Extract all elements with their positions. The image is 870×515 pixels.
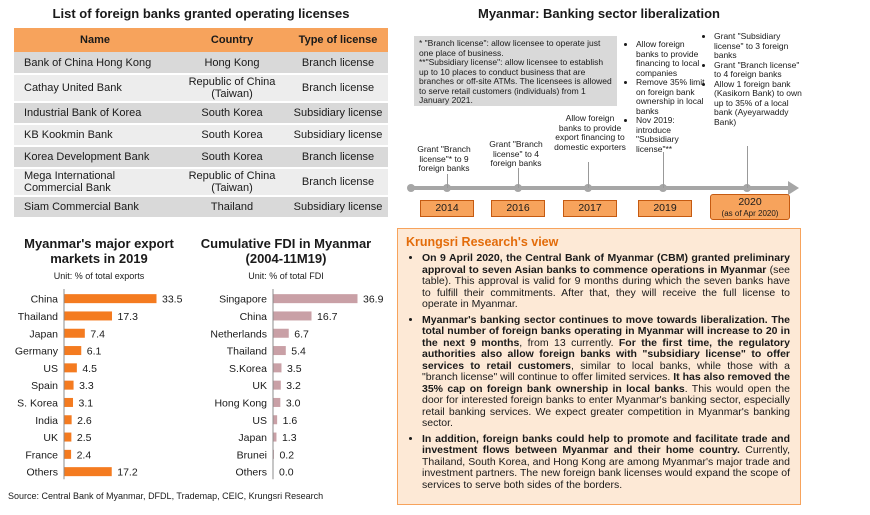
- fdi-value-label: 0.0: [279, 466, 294, 479]
- timeline-connector: [663, 152, 664, 188]
- export-category-label: Spain: [31, 380, 58, 393]
- point-1-text: (see table). This approval is valid for 9 months during which the seven banks have to fulfill their commitments. After that, they will receive the full license to operate in Myanmar.: [422, 263, 791, 310]
- table-row: [14, 102, 388, 124]
- export-bar: [65, 294, 157, 303]
- fdi-bar: [274, 346, 286, 355]
- license-type: Branch license: [288, 146, 388, 168]
- export-category-label: France: [25, 449, 58, 462]
- fdi-bar: [274, 433, 277, 442]
- export-value-label: 33.5: [162, 293, 183, 306]
- export-bar: [65, 329, 85, 338]
- year-2017-badge: 2017: [563, 200, 617, 217]
- fdi-value-label: 16.7: [317, 310, 338, 323]
- timeline-2014-text: Grant "Branch license"* to 9 foreign banks: [417, 144, 471, 173]
- export-bar: [65, 363, 77, 372]
- year-2019-badge: 2019: [638, 200, 692, 217]
- fdi-value-label: 3.0: [285, 397, 301, 410]
- export-value-label: 17.3: [117, 310, 138, 323]
- timeline-arrow-head: [788, 181, 799, 195]
- timeline-title: Myanmar: Banking sector liberalization: [477, 6, 720, 21]
- table-row: [14, 146, 388, 168]
- point-3-text: Currently, Thailand, South Korea, and Hong Kong are among Myanmar's major trade and investment partners. The new foreign bank licenses would expand the scope of services to serve both sides of the borders.: [422, 444, 790, 491]
- point-2-bold-1: Myanmar's banking sector continues to move towards liberalization. The total number of foreign banks operating in Myanmar will increase to 20 in the next 9 months: [422, 313, 790, 349]
- fdi-chart-unit: Unit: % of total FDI: [248, 271, 324, 281]
- timeline-marker: [407, 184, 415, 192]
- timeline-connector: [747, 146, 748, 188]
- fdi-bar: [274, 363, 282, 372]
- table-row: [14, 124, 388, 146]
- export-category-label: India: [35, 414, 58, 427]
- year-2020-badge: [710, 194, 790, 220]
- fdi-category-label: Hong Kong: [214, 397, 267, 410]
- point-2-text-3: . This would open the door for interested foreign banks to enter Myanmar's banking sector, especially retail banking services. We expect greater competition in Myanmar's banking sector.: [422, 382, 790, 429]
- point-2-text-1: , from 13 currently.: [519, 336, 619, 349]
- bank-name: Mega International Commercial Bank: [14, 168, 176, 196]
- export-bar: [65, 450, 72, 459]
- export-value-label: 2.4: [76, 449, 92, 462]
- table-row: [14, 168, 388, 196]
- fdi-category-label: Thailand: [226, 345, 267, 358]
- export-category-label: S. Korea: [17, 397, 58, 410]
- source-note: Source: Central Bank of Myanmar, DFDL, Trademap, CEIC, Krungsri Research: [8, 491, 324, 501]
- license-type: Branch license: [288, 52, 388, 74]
- bank-country: South Korea: [176, 102, 288, 124]
- table-row: [14, 74, 388, 102]
- table-row: [14, 196, 388, 218]
- fdi-value-label: 6.7: [294, 328, 309, 341]
- year-2016-badge: 2016: [491, 200, 545, 217]
- export-bar: [65, 311, 113, 320]
- timeline-2017-text: Allow foreign banks to provide export financing to domestic exporters: [554, 113, 626, 152]
- bank-name: Industrial Bank of Korea: [14, 102, 176, 124]
- export-value-label: 3.3: [79, 380, 94, 393]
- bank-name: Korea Development Bank: [14, 146, 176, 168]
- point-3-bold: In addition, foreign banks could help to promote and facilitate trade and investment flows between Myanmar and their home country.: [422, 432, 790, 456]
- export-category-label: UK: [43, 432, 58, 445]
- bank-name: Bank of China Hong Kong: [14, 52, 176, 74]
- export-category-label: Others: [26, 466, 58, 479]
- timeline-2019-item: • Allow foreign banks to provide financing to local companies: [636, 40, 708, 78]
- export-bar: [65, 346, 82, 355]
- header-country: Country: [176, 28, 288, 52]
- export-bar: [65, 467, 112, 476]
- krungsri-view-title: Krungsri Research's view: [406, 235, 559, 249]
- header-license: Type of license: [288, 28, 388, 52]
- table-title: List of foreign banks granted operating licenses: [52, 6, 350, 21]
- fdi-chart-title: Cumulative FDI in Myanmar (2004-11M19): [200, 236, 372, 266]
- krungsri-view-points: [398, 253, 800, 491]
- point-2-bold-2: For the first time, the regulatory authorities also allow foreign banks with "subsidiary license" to offer services to retail customers: [422, 336, 790, 372]
- export-category-label: Germany: [14, 345, 58, 358]
- export-value-label: 6.1: [86, 345, 102, 358]
- timeline-2019-item: • Nov 2019: introduce "Subsidiary license"**: [636, 116, 708, 154]
- bank-country: South Korea: [176, 124, 288, 146]
- bank-name: Cathay United Bank: [14, 74, 176, 102]
- fdi-category-label: S.Korea: [229, 362, 267, 375]
- fdi-value-label: 0.2: [279, 449, 295, 462]
- krungsri-point: [422, 315, 790, 430]
- table-row: [14, 52, 388, 74]
- timeline-connector: [518, 168, 519, 188]
- fdi-bar: [274, 294, 358, 303]
- year-2020-sublabel: (as of Apr 2020): [721, 209, 779, 218]
- krungsri-point: [422, 253, 790, 311]
- fdi-bar: [274, 381, 281, 390]
- timeline-connector: [588, 162, 589, 188]
- export-chart-title: Myanmar's major export markets in 2019: [24, 236, 174, 266]
- point-1-bold: On 9 April 2020, the Central Bank of Myanmar (CBM) granted preliminary approval to seven Asian banks to commence operations in Myanmar: [422, 252, 790, 276]
- export-chart-unit: Unit: % of total exports: [53, 271, 145, 281]
- license-type: Subsidiary license: [288, 124, 388, 146]
- bank-name: Siam Commercial Bank: [14, 196, 176, 218]
- export-bar: [65, 433, 72, 442]
- export-value-label: 3.1: [78, 397, 94, 410]
- export-bar: [65, 415, 72, 424]
- bank-country: Republic of China (Taiwan): [176, 74, 288, 102]
- export-category-label: Thailand: [17, 310, 58, 323]
- export-value-label: 2.6: [77, 414, 92, 427]
- fdi-category-label: UK: [252, 380, 267, 393]
- fdi-value-label: 5.4: [291, 345, 306, 358]
- fdi-category-label: US: [252, 414, 267, 427]
- export-value-label: 4.5: [82, 362, 97, 375]
- export-value-label: 7.4: [90, 328, 105, 341]
- fdi-value-label: 3.5: [286, 362, 302, 375]
- fdi-chart: [195, 288, 395, 484]
- fdi-bar: [274, 311, 312, 320]
- fdi-category-label: Others: [235, 466, 267, 479]
- fdi-category-label: Netherlands: [210, 328, 267, 341]
- export-category-label: China: [30, 293, 58, 306]
- fdi-category-label: Brunei: [236, 449, 267, 462]
- foreign-banks-table: [14, 28, 388, 219]
- export-value-label: 17.2: [117, 466, 138, 479]
- timeline-2020-item: • Grant "Subsidiary license" to 3 foreign banks: [714, 32, 806, 61]
- export-bar: [65, 398, 74, 407]
- export-bar: [65, 381, 74, 390]
- license-type: Subsidiary license: [288, 196, 388, 218]
- point-2-bold-3: It has also removed the 35% cap on foreign bank ownership in local banks: [422, 371, 790, 395]
- fdi-category-label: Japan: [238, 432, 267, 445]
- timeline-2020-item: • Allow 1 foreign bank (Kasikorn Bank) to own up to 35% of a local bank (Ayeyarwaddy Bank): [714, 80, 806, 128]
- bank-country: Republic of China (Taiwan): [176, 168, 288, 196]
- timeline-2016-text: Grant "Branch license" to 4 foreign banks: [489, 139, 543, 168]
- license-type: Branch license: [288, 74, 388, 102]
- point-2-text-2: , similar to local banks, while those with a "branch license" will continue to offer limited services.: [422, 359, 791, 383]
- license-definition-note: * "Branch license": allow licensee to operate just one place of business. **"Subsidiary license": allow licensee to establish up to 10 places to conduct business that are branches or off-site ATMs. The licensees is allowed to serve retail customers (individuals) from 1 January 2021.: [414, 36, 617, 106]
- export-chart: [0, 288, 200, 484]
- krungsri-point: [422, 434, 790, 492]
- fdi-category-label: China: [239, 310, 267, 323]
- license-type: Branch license: [288, 168, 388, 196]
- year-2014-badge: 2014: [420, 200, 474, 217]
- bank-country: Thailand: [176, 196, 288, 218]
- export-category-label: US: [43, 362, 58, 375]
- timeline-2019-bullets: [626, 40, 708, 154]
- fdi-category-label: Singapore: [219, 293, 267, 306]
- bank-country: Hong Kong: [176, 52, 288, 74]
- fdi-value-label: 1.6: [282, 414, 298, 427]
- bank-name: KB Kookmin Bank: [14, 124, 176, 146]
- export-value-label: 2.5: [76, 432, 92, 445]
- table-header-row: [14, 28, 388, 52]
- year-2020-label: 2020: [738, 196, 762, 208]
- fdi-value-label: 3.2: [286, 380, 301, 393]
- krungsri-view-box: [397, 228, 801, 505]
- export-category-label: Japan: [29, 328, 58, 341]
- fdi-bar: [274, 415, 278, 424]
- fdi-value-label: 1.3: [281, 432, 297, 445]
- fdi-bar: [274, 398, 281, 407]
- header-name: Name: [14, 28, 176, 52]
- timeline-connector: [447, 174, 448, 188]
- timeline-2019-item: • Remove 35% limit on foreign bank ownership in local banks: [636, 78, 708, 116]
- bank-country: South Korea: [176, 146, 288, 168]
- timeline-2020-bullets: [704, 32, 806, 127]
- timeline-2020-item: • Grant "Branch license" to 4 foreign banks: [714, 61, 806, 80]
- license-type: Subsidiary license: [288, 102, 388, 124]
- fdi-value-label: 36.9: [363, 293, 384, 306]
- fdi-bar: [274, 329, 289, 338]
